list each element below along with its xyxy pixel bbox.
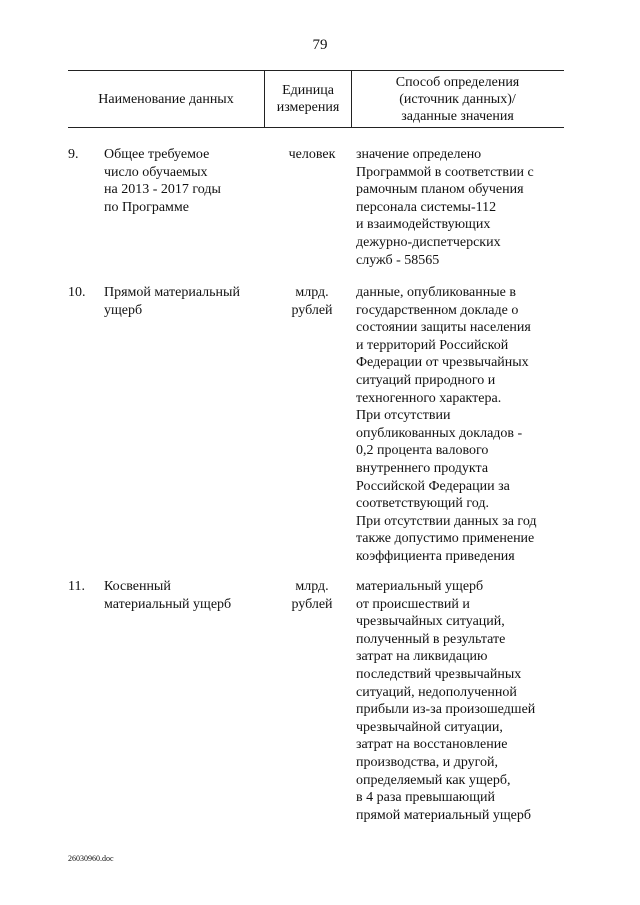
- row-data-name: Прямой материальный ущерб: [104, 285, 240, 318]
- row-method: данные, опубликованные в государственном докладе о состоянии защиты населения и территорий Российской Федерации от чрезвычайных ситуаций природного и техногенного характера. При отсутствии опубликованных докладов - 0,2 процента валового внутреннего продукта Российской Федерации за соответствующий год. При отсутствии данных за год также допустимо применение коэффициента приведения: [356, 285, 537, 564]
- row-method: материальный ущерб от происшествий и чрезвычайных ситуаций, полученный в результате затрат на ликвидацию последствий чрезвычайных ситуаций, недополученной прибыли из-за произошедшей чрезвычайной ситуации, затрат на восстановление производства, и другой, определяемый как ущерб, в 4 раза превышающий прямой материальный ущерб: [356, 579, 536, 823]
- header-cell-method: [351, 71, 564, 127]
- row-method: значение определено Программой в соответствии с рамочным планом обучения персонала системы-112 и взаимодействующих дежурно-диспетчерских служб - 58565: [356, 147, 534, 268]
- row-number: 11.: [68, 579, 85, 594]
- header-name-label: Наименование данных: [98, 91, 234, 107]
- row-unit: млрд. рублей: [291, 285, 333, 318]
- row-unit: млрд. рублей: [291, 579, 333, 612]
- row-data-name: Общее требуемое число обучаемых на 2013 - 2017 годы по Программе: [104, 147, 221, 215]
- row-number: 9.: [68, 147, 79, 162]
- page-number: 79: [312, 37, 328, 53]
- row-data-name: Косвенный материальный ущерб: [104, 579, 232, 612]
- row-unit: человек: [288, 147, 336, 162]
- row-number: 10.: [68, 285, 86, 300]
- header-unit-label: Единица измерения: [276, 83, 340, 115]
- header-cell-name: [68, 71, 264, 127]
- header-cell-unit: [264, 71, 352, 127]
- table-header: [68, 70, 564, 128]
- header-method-label: Способ определения (источник данных)/ заданные значения: [395, 74, 520, 124]
- footer-filename: 26030960.doc: [68, 854, 114, 863]
